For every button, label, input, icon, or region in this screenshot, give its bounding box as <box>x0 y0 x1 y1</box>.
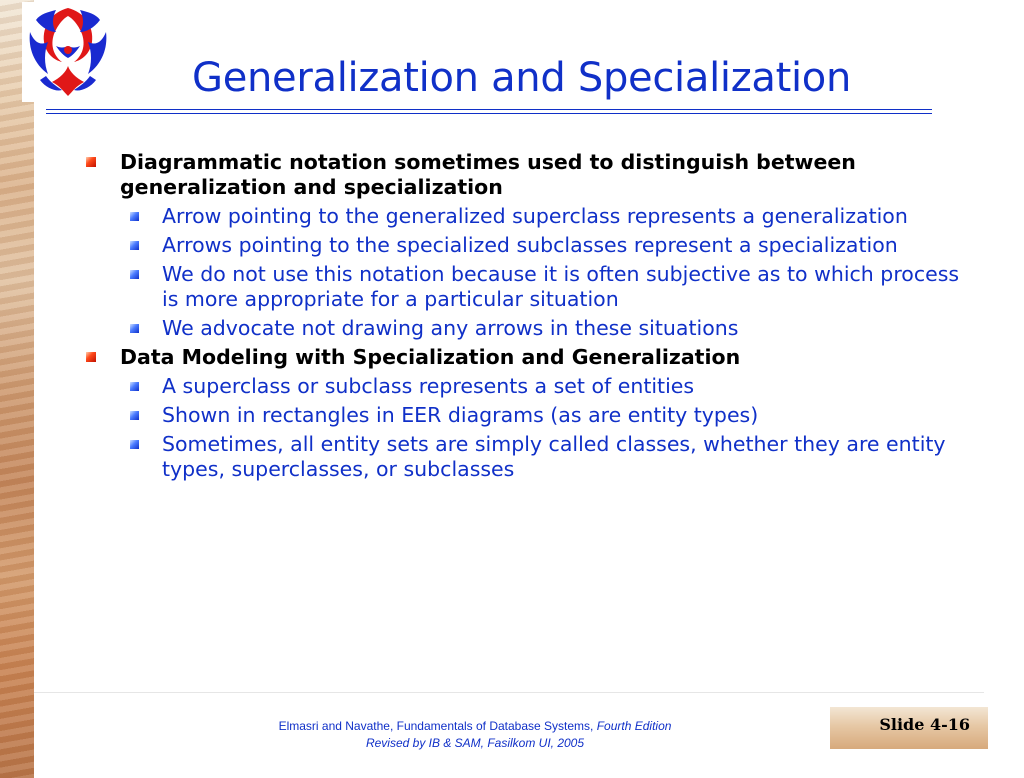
sub-list-item <box>84 403 964 428</box>
sub-bullet-text: We do not use this notation because it is often subjective as to which process is more appropriate for a particular situation <box>162 262 960 311</box>
square-bullet-icon <box>130 411 139 420</box>
decorative-sand-band <box>0 0 34 778</box>
square-bullet-icon <box>130 270 139 279</box>
square-bullet-icon <box>130 212 139 221</box>
bullet-list <box>84 150 964 486</box>
footer-line-2 <box>200 735 750 752</box>
bullet-text: Diagrammatic notation sometimes used to distinguish between generalization and specialization <box>120 150 856 199</box>
square-bullet-icon <box>86 352 96 362</box>
sub-bullet-text: Sometimes, all entity sets are simply called classes, whether they are entity types, superclasses, or subclasses <box>162 432 946 481</box>
footer-credit <box>200 718 750 752</box>
slide-number: Slide 4-16 <box>879 715 970 734</box>
sub-list-item <box>84 233 964 258</box>
square-bullet-icon <box>130 382 139 391</box>
sub-bullet-text: We advocate not drawing any arrows in these situations <box>162 316 739 340</box>
list-item <box>84 345 964 370</box>
university-logo-icon <box>22 2 114 102</box>
sub-list-item <box>84 262 964 312</box>
sub-list-item <box>84 432 964 482</box>
square-bullet-icon <box>130 241 139 250</box>
square-bullet-icon <box>130 440 139 449</box>
footer-revision: Revised by IB & SAM, Fasilkom UI, 2005 <box>365 736 585 750</box>
bullet-text: Data Modeling with Specialization and Generalization <box>120 345 741 369</box>
page-title: Generalization and Specialization <box>192 55 852 101</box>
slide-number-box <box>830 707 988 749</box>
sub-list-item <box>84 374 964 399</box>
sub-bullet-text: Shown in rectangles in EER diagrams (as are entity types) <box>162 403 759 427</box>
footer-line-1 <box>200 718 750 735</box>
sub-bullet-text: A superclass or subclass represents a set of entities <box>162 374 695 398</box>
list-item <box>84 150 964 200</box>
footer-book-title: Elmasri and Navathe, Fundamentals of Database Systems, <box>278 719 597 733</box>
square-bullet-icon <box>130 324 139 333</box>
footer-divider <box>34 692 984 693</box>
footer-edition: Fourth Edition <box>596 719 672 733</box>
sub-bullet-text: Arrow pointing to the generalized superclass represents a generalization <box>162 204 908 228</box>
sub-list-item <box>84 316 964 341</box>
square-bullet-icon <box>86 157 96 167</box>
sub-list-item <box>84 204 964 229</box>
title-divider <box>46 109 932 114</box>
sub-bullet-text: Arrows pointing to the specialized subclasses represent a specialization <box>162 233 898 257</box>
